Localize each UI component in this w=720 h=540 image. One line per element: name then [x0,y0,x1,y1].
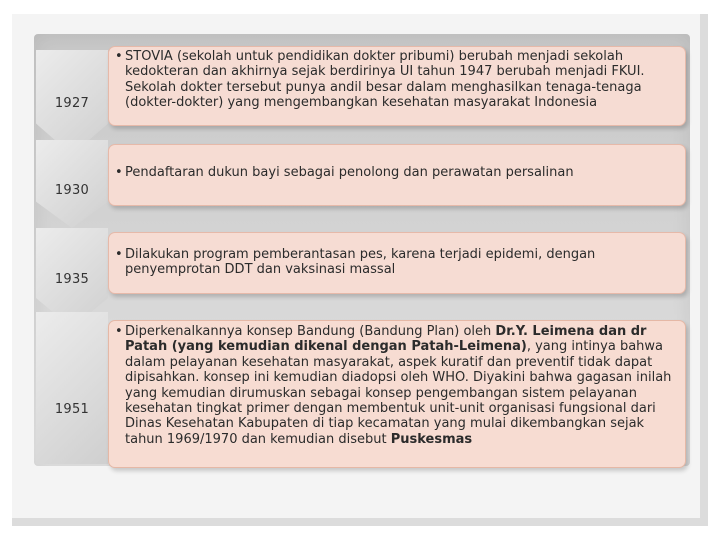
bullet-icon: • [115,49,123,64]
event-text-1935: Dilakukan program pemberantasan pes, karena terjadi epidemi, dengan penyemprotan DDT dan vaksinasi massal [125,247,596,278]
bullet-icon: • [115,324,123,339]
year-label-1930: 1930 [54,183,90,198]
event-text-1951-part2: , yang intinya bahwa dalam pelayanan kesehatan masyarakat, aspek kuratif dan preventif tidak dapat dipisahkan. konsep ini kemudian diadopsi oleh WHO. Diyakini bahwa gagasan inilah yang kemudian dirumuskan sebagai konsep pengembangan sistem pelayanan kesehatan tingkat primer dengan membentuk unit-unit organisasi fungsional dari Dinas Kesehatan Kabupaten di tiap kecamatan yang mulai dikembangkan sejak tahun 1969/1970 dan kemudian disebut [125,339,672,447]
event-text-1930: Pendaftaran dukun bayi sebagai penolong dan perawatan persalinan [125,165,574,180]
event-box-1951 [108,320,686,468]
bullet-icon: • [115,165,123,180]
event-text-1951 [125,324,675,447]
event-text-1951-bold-names: Dr.Y. Leimena dan dr Patah (yang kemudian dikenal dengan Patah-Leimena) [125,324,647,355]
event-box-1935 [108,232,686,294]
event-text-1951-bold-puskesmas: Puskesmas [390,431,473,447]
year-label-1951: 1951 [54,402,90,417]
event-text-1951-part1: Diperkenalkannya konsep Bandung (Bandung Plan) oleh [125,324,496,339]
year-label-1935: 1935 [54,272,90,287]
event-box-1930 [108,144,686,206]
year-label-1927: 1927 [54,96,90,111]
event-box-1927 [108,46,686,126]
event-text-1927: STOVIA (sekolah untuk pendidikan dokter pribumi) berubah menjadi sekolah kedokteran dan akhirnya sejak berdirinya UI tahun 1947 berubah menjadi FKUI. Sekolah dokter tersebut punya andil besar dalam menghasilkan tenaga-tenaga (dokter-dokter) yang mengembangkan kesehatan masyarakat Indonesia [125,49,645,111]
timeline-arrow-1951 [36,312,108,464]
bullet-icon: • [115,247,123,262]
